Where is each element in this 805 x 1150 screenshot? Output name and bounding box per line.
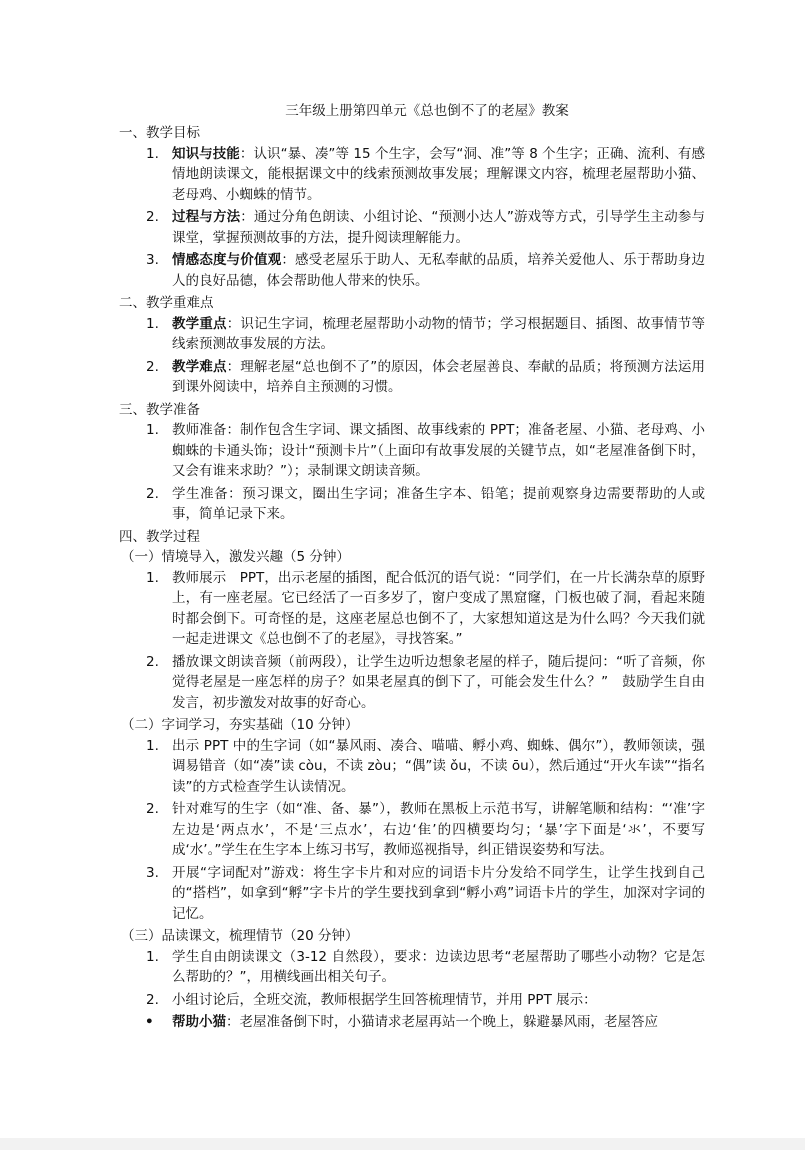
item-bold-label: 知识与技能 <box>172 145 240 162</box>
item-bold-label: 情感态度与价值观 <box>172 252 282 268</box>
item-number: 1. <box>146 948 159 965</box>
item-number: 3. <box>146 864 159 881</box>
item-text: 播放课文朗读音频（前两段），让学生边听边想象老屋的样子，随后提问：“听了音频，你觉得老屋是一座怎样的房子？如果老屋真的倒下了，可能会发生什么？” 鼓励学生自由发言，初步激发对故事的好奇心。 <box>172 653 705 711</box>
bullet-icon: • <box>145 1014 154 1030</box>
section-heading-preparation: 三、教学准备 <box>119 401 200 418</box>
item-text: ：理解老屋“总也倒不了”的原因，体会老屋善良、奉献的品质；将预测方法运用到课外阅读中，培养自主预测的习惯。 <box>172 358 705 395</box>
subsection-heading-reading: （三）品读课文，梳理情节（20 分钟） <box>121 928 359 944</box>
item-number: 1. <box>146 569 159 586</box>
section-heading-objectives: 一、教学目标 <box>119 125 200 141</box>
list-item <box>119 207 705 248</box>
item-number: 2. <box>146 209 159 225</box>
item-number: 2. <box>146 991 159 1008</box>
item-text: 开展“字词配对”游戏：将生字卡片和对应的词语卡片分发给不同学生，让学生找到自己的“搭档”，如拿到“孵”字卡片的学生要找到拿到“孵小鸡”词语卡片的学生，加深对字词的记忆。 <box>172 864 705 922</box>
item-text: 教师准备：制作包含生字词、课文插图、故事线索的 PPT；准备老屋、小猫、老母鸡、小蜘蛛的卡通头饰；设计“预测卡片”（上面印有故事发展的关键节点，如“老屋准备倒下时，又会有谁来求助？”）；录制课文朗读音频。 <box>172 422 705 479</box>
item-number: 2. <box>146 485 159 502</box>
item-text: ：感受老屋乐于助人、无私奉献的品质，培养关爱他人、乐于帮助身边人的良好品德，体会帮助他人带来的快乐。 <box>172 252 706 289</box>
item-text: 针对难写的生字（如“准、备、暴”），教师在黑板上示范书写，讲解笔顺和结构：“‘准’字左边是‘两点水’，不是‘三点水’，右边‘隹’的四横要均匀；‘暴’字下面是‘氺’，不要写成‘水’。”学生在生字本上练习书写，教师巡视指导，纠正错误姿势和写法。 <box>172 801 705 858</box>
item-bold-label: 帮助小猫 <box>172 1014 226 1030</box>
item-text: ：通过分角色朗读、小组讨论、“预测小达人”游戏等方式，引导学生主动参与课堂，掌握预测故事的方法，提升阅读理解能力。 <box>172 209 705 246</box>
vocabulary-list <box>119 736 705 925</box>
item-text: 小组讨论后，全班交流，教师根据学生回答梳理情节，并用 PPT 展示： <box>172 991 597 1008</box>
item-text: ：识记生字词，梳理老屋帮助小动物的情节；学习根据题目、插图、故事情节等线索预测故事发展的方法。 <box>172 315 706 352</box>
reading-list <box>119 947 705 1033</box>
objectives-list <box>119 144 705 292</box>
item-bold-label: 教学难点 <box>172 358 227 375</box>
list-item <box>119 799 705 861</box>
list-item <box>119 1012 705 1033</box>
list-item <box>119 250 705 291</box>
item-text: ：老屋准备倒下时，小猫请求老屋再站一个晚上，躲避暴风雨，老屋答应 <box>226 1014 658 1030</box>
list-item <box>119 420 705 482</box>
item-text: ：认识“暴、凑”等 15 个生字，会写“洞、准”等 8 个生字；正确、流利、有感情地朗读课文，能根据课文中的线索预测故事发展；理解课文内容，梳理老屋帮助小猫、老母鸡、小蜘蛛的情节。 <box>172 145 706 203</box>
item-number: 3. <box>146 252 159 268</box>
section-heading-key-points: 二、教学重难点 <box>119 295 214 311</box>
item-number: 1. <box>146 315 159 332</box>
list-item <box>119 947 705 988</box>
item-bold-label: 教学重点 <box>172 315 227 332</box>
list-item <box>119 652 705 714</box>
subsection-heading-intro: （一）情境导入，激发兴趣（5 分钟） <box>121 549 350 565</box>
list-item <box>119 736 705 798</box>
document-title: 三年级上册第四单元《总也倒不了的老屋》教案 <box>285 103 569 119</box>
list-item <box>119 990 705 1011</box>
intro-list <box>119 568 705 714</box>
item-number: 1. <box>146 145 159 162</box>
key-points-list <box>119 314 705 398</box>
item-number: 2. <box>146 653 159 670</box>
list-item <box>119 314 705 355</box>
list-item <box>119 863 705 925</box>
preparation-list <box>119 420 705 525</box>
item-text: 出示 PPT 中的生字词（如“暴风雨、凑合、喵喵、孵小鸡、蜘蛛、偶尔”），教师领读，强调易错音（如“凑”读 còu，不读 zòu；“偶”读 ǒu，不读 ōu），然后通过“开火车读”“指名读”的方式检查学生认读情况。 <box>172 737 705 795</box>
item-number: 2. <box>146 358 159 375</box>
item-number: 1. <box>146 422 159 438</box>
section-heading-process: 四、教学过程 <box>119 528 200 545</box>
item-bold-label: 过程与方法 <box>172 209 241 225</box>
list-item <box>119 568 705 650</box>
list-item <box>119 484 705 525</box>
item-text: 学生自由朗读课文（3-12 自然段），要求：边读边思考“老屋帮助了哪些小动物？它是怎么帮助的？”，用横线画出相关句子。 <box>172 948 705 985</box>
item-number: 1. <box>146 737 159 754</box>
list-item <box>119 357 705 398</box>
item-text: 教师展示 PPT，出示老屋的插图，配合低沉的语气说：“同学们，在一片长满杂草的原野上，有一座老屋。它已经活了一百多岁了，窗户变成了黑窟窿，门板也破了洞，看起来随时都会倒下。可奇怪的是，这座老屋总也倒不了，大家想知道这是为什么吗？今天我们就一起走进课文《总也倒不了的老屋》，寻找答案。” <box>172 569 705 647</box>
item-text: 学生准备：预习课文，圈出生字词；准备生字本、铅笔；提前观察身边需要帮助的人或事，简单记录下来。 <box>172 485 705 522</box>
subsection-heading-vocabulary: （二）字词学习，夯实基础（10 分钟） <box>121 717 359 733</box>
list-item <box>119 144 705 206</box>
item-number: 2. <box>146 801 159 817</box>
